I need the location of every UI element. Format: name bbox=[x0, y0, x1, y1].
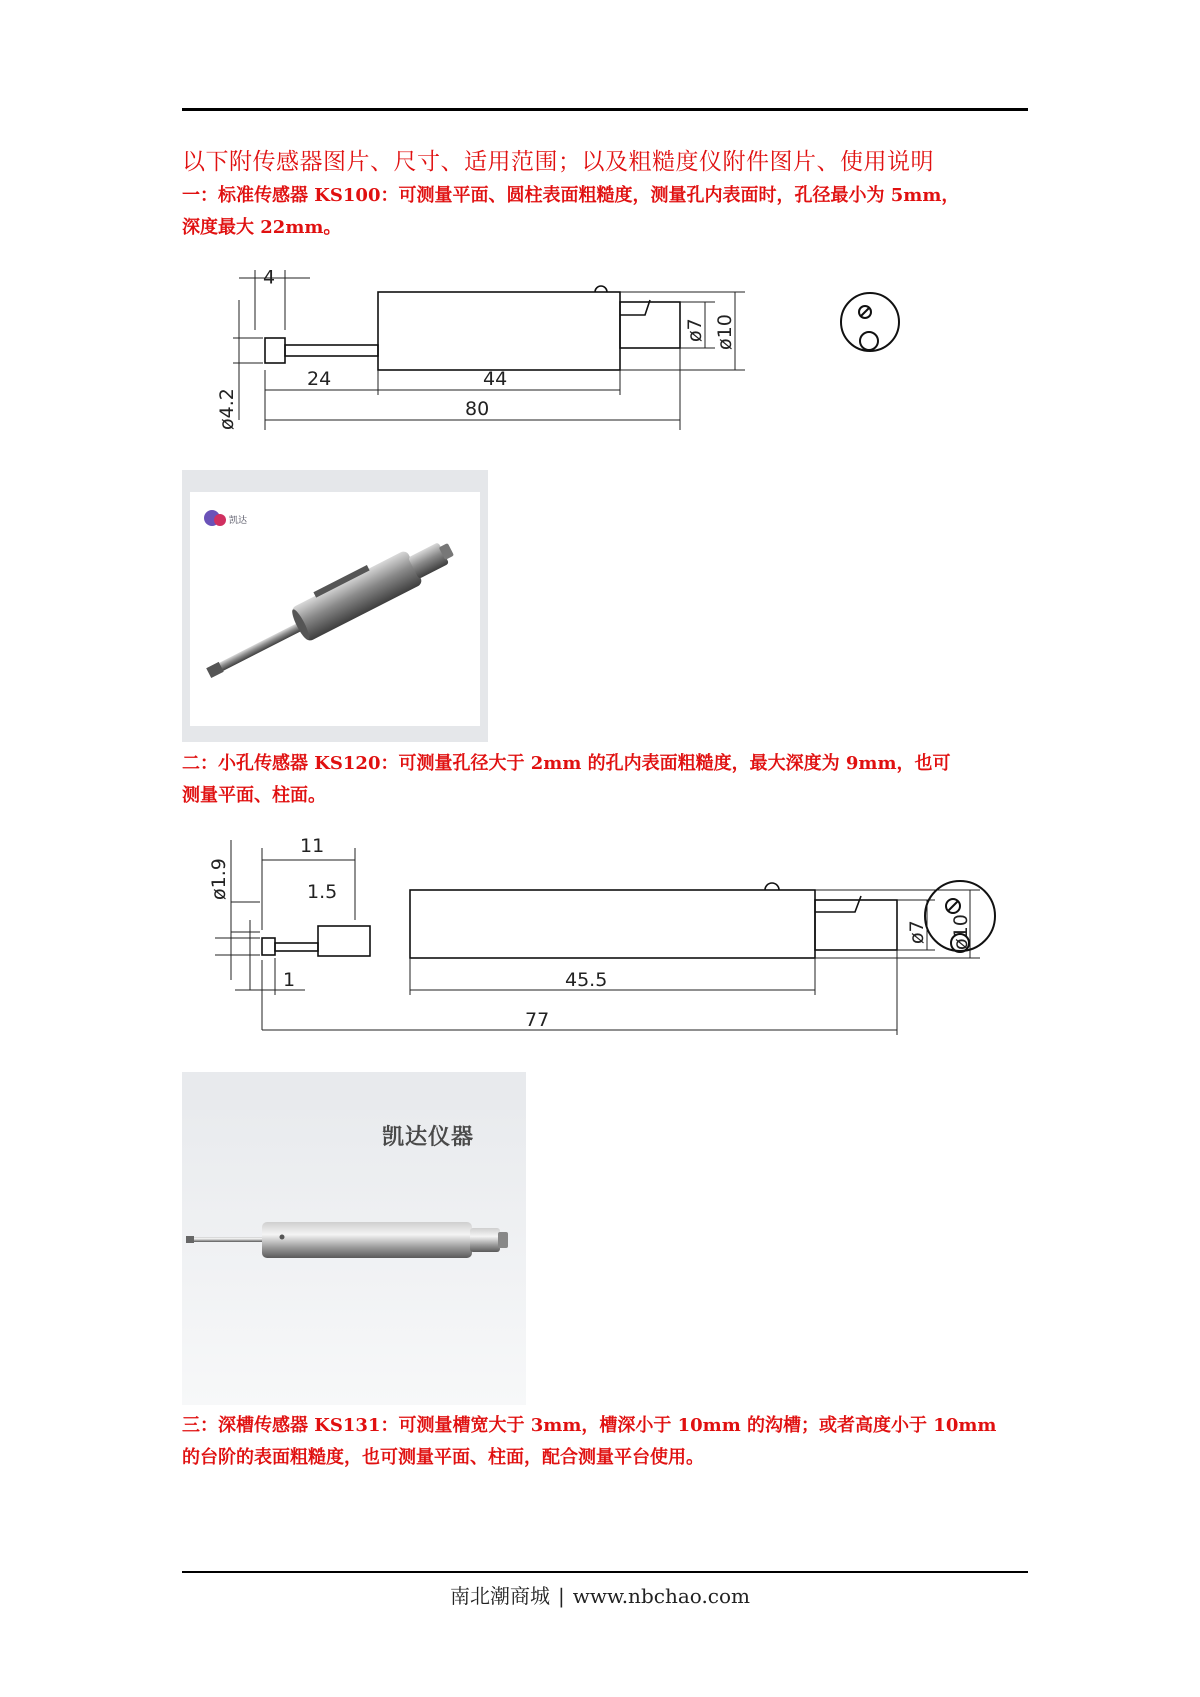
dim-phi-4-2: ø4.2 bbox=[216, 388, 238, 430]
dim-24: 24 bbox=[307, 368, 332, 390]
logo-text: 凯达 bbox=[229, 516, 248, 526]
section1-line1: 一：标准传感器 KS100：可测量平面、圆柱表面粗糙度，测量孔内表面时，孔径最小为 5mm， bbox=[182, 185, 960, 206]
footer-site-name: 南北潮商城 bbox=[449, 1584, 550, 1608]
page-heading: 以下附传感器图片、尺寸、适用范围；以及粗糙度仪附件图片、使用说明 bbox=[182, 149, 934, 175]
section1-description bbox=[182, 180, 1028, 244]
dim-phi-10: ø10 bbox=[950, 914, 972, 950]
section2-line2: 测量平面、柱面。 bbox=[182, 785, 326, 806]
ks100-sensor-photo bbox=[182, 470, 488, 742]
section2-description bbox=[182, 748, 1028, 812]
dim-phi-7: ø7 bbox=[906, 920, 928, 944]
section3-line1: 三：深槽传感器 KS131：可测量槽宽大于 3mm，槽深小于 10mm 的沟槽；或者高度小于 10mm bbox=[182, 1415, 997, 1436]
watermark-text: 凯达仪器 bbox=[382, 1124, 475, 1150]
dim-phi-1-9: ø1.9 bbox=[208, 858, 230, 900]
dim-4: 4 bbox=[263, 270, 276, 289]
section3-description bbox=[182, 1410, 1028, 1474]
dim-80: 80 bbox=[465, 398, 490, 420]
dim-11: 11 bbox=[300, 835, 325, 857]
ks120-sensor-photo bbox=[182, 1072, 526, 1405]
page-footer bbox=[0, 1580, 1200, 1609]
ks120-dimension-drawing bbox=[205, 830, 1005, 1050]
footer-url[interactable]: www.nbchao.com bbox=[572, 1584, 751, 1608]
section3-line2: 的台阶的表面粗糙度，也可测量平面、柱面，配合测量平台使用。 bbox=[182, 1447, 704, 1468]
dim-44: 44 bbox=[483, 368, 508, 390]
section2-line1: 二：小孔传感器 KS120：可测量孔径大于 2mm 的孔内表面粗糙度，最大深度为 9mm，也可 bbox=[182, 753, 951, 774]
header-rule bbox=[182, 108, 1028, 111]
dim-phi-7: ø7 bbox=[684, 318, 706, 342]
dim-77: 77 bbox=[525, 1009, 550, 1031]
dim-phi-10: ø10 bbox=[714, 314, 736, 350]
footer-rule bbox=[182, 1571, 1028, 1573]
dim-1-5: 1.5 bbox=[307, 881, 338, 903]
dim-45-5: 45.5 bbox=[565, 969, 608, 991]
dim-1: 1 bbox=[283, 969, 296, 991]
section1-line2: 深度最大 22mm。 bbox=[182, 217, 342, 238]
ks100-dimension-drawing bbox=[215, 270, 935, 440]
footer-separator: | bbox=[557, 1584, 565, 1608]
